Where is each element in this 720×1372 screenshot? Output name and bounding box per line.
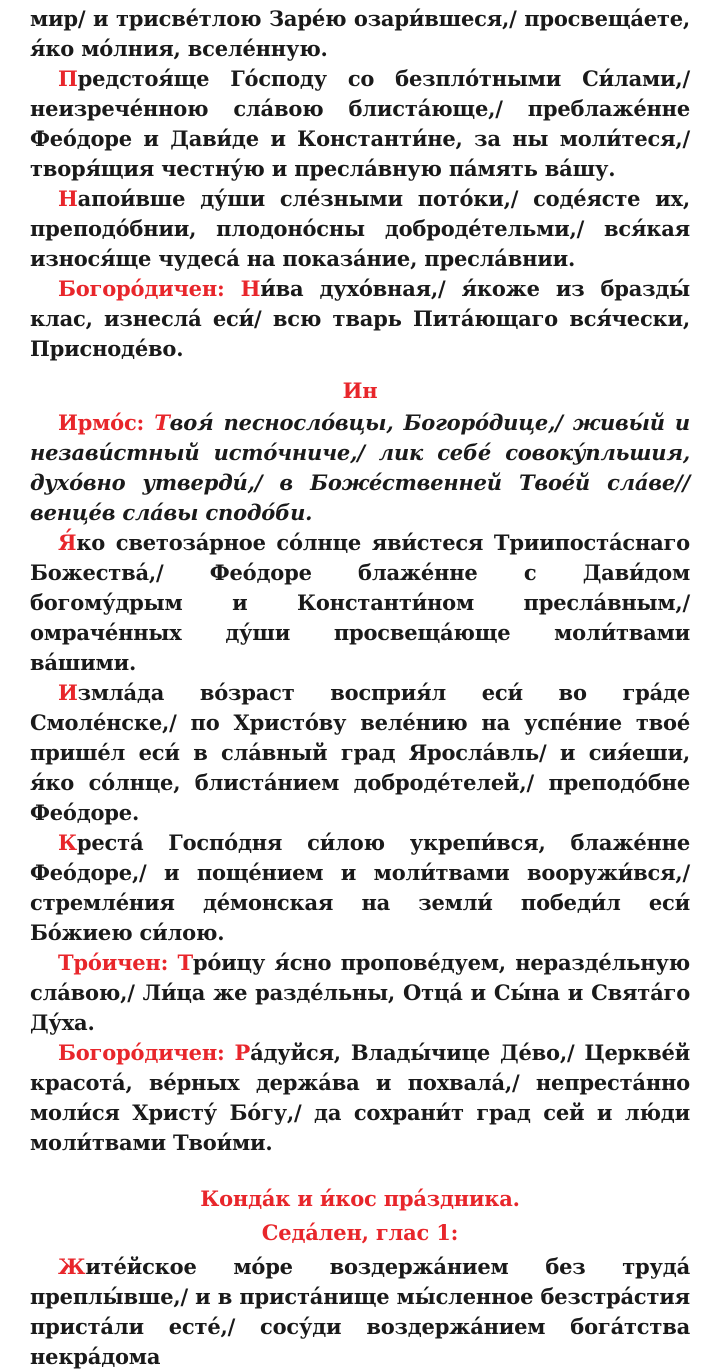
red-initial: П: [58, 66, 78, 91]
paragraph-text: змла́да во́зраст восприя́л еси́ во гра́де Смоле́нске,/ по Христо́ву веле́нию на успе́ние твое́ пришéл еси́ в сла́вный град Яросла́вль/ и сия́еши, я́ко со́лнце, блиста́нием доброде́телей,/ преподо́бне Фео́доре.: [30, 680, 690, 825]
irmos-paragraph: [30, 408, 690, 528]
rubric-label: Тро́ичен:: [58, 950, 178, 975]
troparion-paragraph: [30, 828, 690, 948]
theotokion-paragraph: [30, 1038, 690, 1158]
red-initial: Н: [58, 186, 78, 211]
red-initial: Я́: [58, 530, 77, 555]
red-initial: Т: [154, 410, 170, 435]
sedalen-paragraph: [30, 1252, 690, 1372]
rubric-label: Ирмо́с:: [58, 410, 155, 435]
red-initial: И: [58, 680, 78, 705]
paragraph-text: апои́вше ду́ши сле́зными пото́ки,/ соде́ясте их, преподо́бнии, плодоно́сны доброде́тельми,/ вся́кая износя́ще чудеса́ на показа́ние, пресла́внии.: [30, 186, 690, 271]
troparion-paragraph: [30, 528, 690, 678]
section-heading-kondak: Конда́к и и́кос пра́здника.: [200, 1186, 520, 1211]
paragraph-text: ите́йское мо́ре воздержа́нием без труда́ преплы́вше,/ и в приста́нище мы́сленное безстра́стия приста́ли есте́,/ сосу́ди воздержа́нием бога́тства некра́дома: [30, 1254, 690, 1369]
red-initial: Р: [234, 1040, 251, 1065]
troparion-paragraph: [30, 64, 690, 184]
paragraph-text: редстоя́ще Го́споду со безпло́тными Си́лами,/ неизрече́нною сла́вою блиста́юще,/ преблаже́нне Фео́доре и Дави́де и Константи́не, за ны моли́теся,/ творя́щия честну́ю и пресла́вную па́мять ва́шу.: [30, 66, 690, 181]
section-heading-sedalen: Седа́лен, глас 1:: [261, 1220, 459, 1245]
paragraph-text: и́ва духо́вная,/ я́коже из бразды́ клас, изнесла́ еси́/ всю тварь Пита́ющаго вся́чески, Присноде́во.: [30, 276, 691, 361]
troparion-paragraph: [30, 678, 690, 828]
rubric-label: Богоро́дичен:: [58, 1040, 235, 1065]
paragraph-text: мир/ и трисве́тлою Заре́ю озари́вшеся,/ просвеща́ете, я́ко мо́лния, вселе́нную.: [30, 6, 690, 61]
theotokion-paragraph: [30, 274, 690, 364]
rubric-label: Богоро́дичен:: [58, 276, 241, 301]
paragraph-text: ко светоза́рное со́лнце яви́стеся Триипоста́снаго Божества́,/ Фео́доре блаже́нне с Дави́дом богому́дрым и Константи́ном пресла́вным,/ омраче́нных ду́ши просвеща́юще моли́твами ва́шими.: [30, 530, 690, 675]
paragraph-text: воя́ песносло́вцы, Богоро́дице,/ живы́й и незави́стный исто́чниче,/ лик себе́ совоку́пльшия, духо́вно утверди́,/ в Боже́ственней Твое́й сла́ве// венце́в сла́вы сподо́би.: [30, 410, 690, 525]
paragraph-text: реста́ Госпо́дня си́лою укрепи́вся, блаже́нне Фео́доре,/ и поще́нием и моли́твами вооружи́вся,/ стремле́ния де́монская на земли́ победи́л еси́ Бо́жиею си́лою.: [30, 830, 690, 945]
triadicon-paragraph: [30, 948, 690, 1038]
red-initial: Т: [177, 950, 193, 975]
red-initial: К: [58, 830, 77, 855]
paragraph-text: ро́ицу я́сно пропове́дуем, нераздéльную сла́вою,/ Ли́ца же раздéльны, Отца́ и Сы́на и Свята́го Ду́ха.: [30, 950, 690, 1035]
paragraph-continuation: [30, 4, 690, 64]
red-initial: Ж: [58, 1254, 86, 1279]
paragraph-text: а́дуйся, Влады́чице Де́во,/ Церкве́й красота́, ве́рных держа́ва и похвала́,/ непреста́нно моли́ся Христу́ Бо́гу,/ да сохрани́т град сей и лю́ди моли́твами Твои́ми.: [30, 1040, 690, 1155]
section-heading-in: Ин: [342, 378, 378, 403]
red-initial: Н: [240, 276, 261, 301]
troparion-paragraph: [30, 184, 690, 274]
liturgical-text-page: [30, 4, 690, 1372]
